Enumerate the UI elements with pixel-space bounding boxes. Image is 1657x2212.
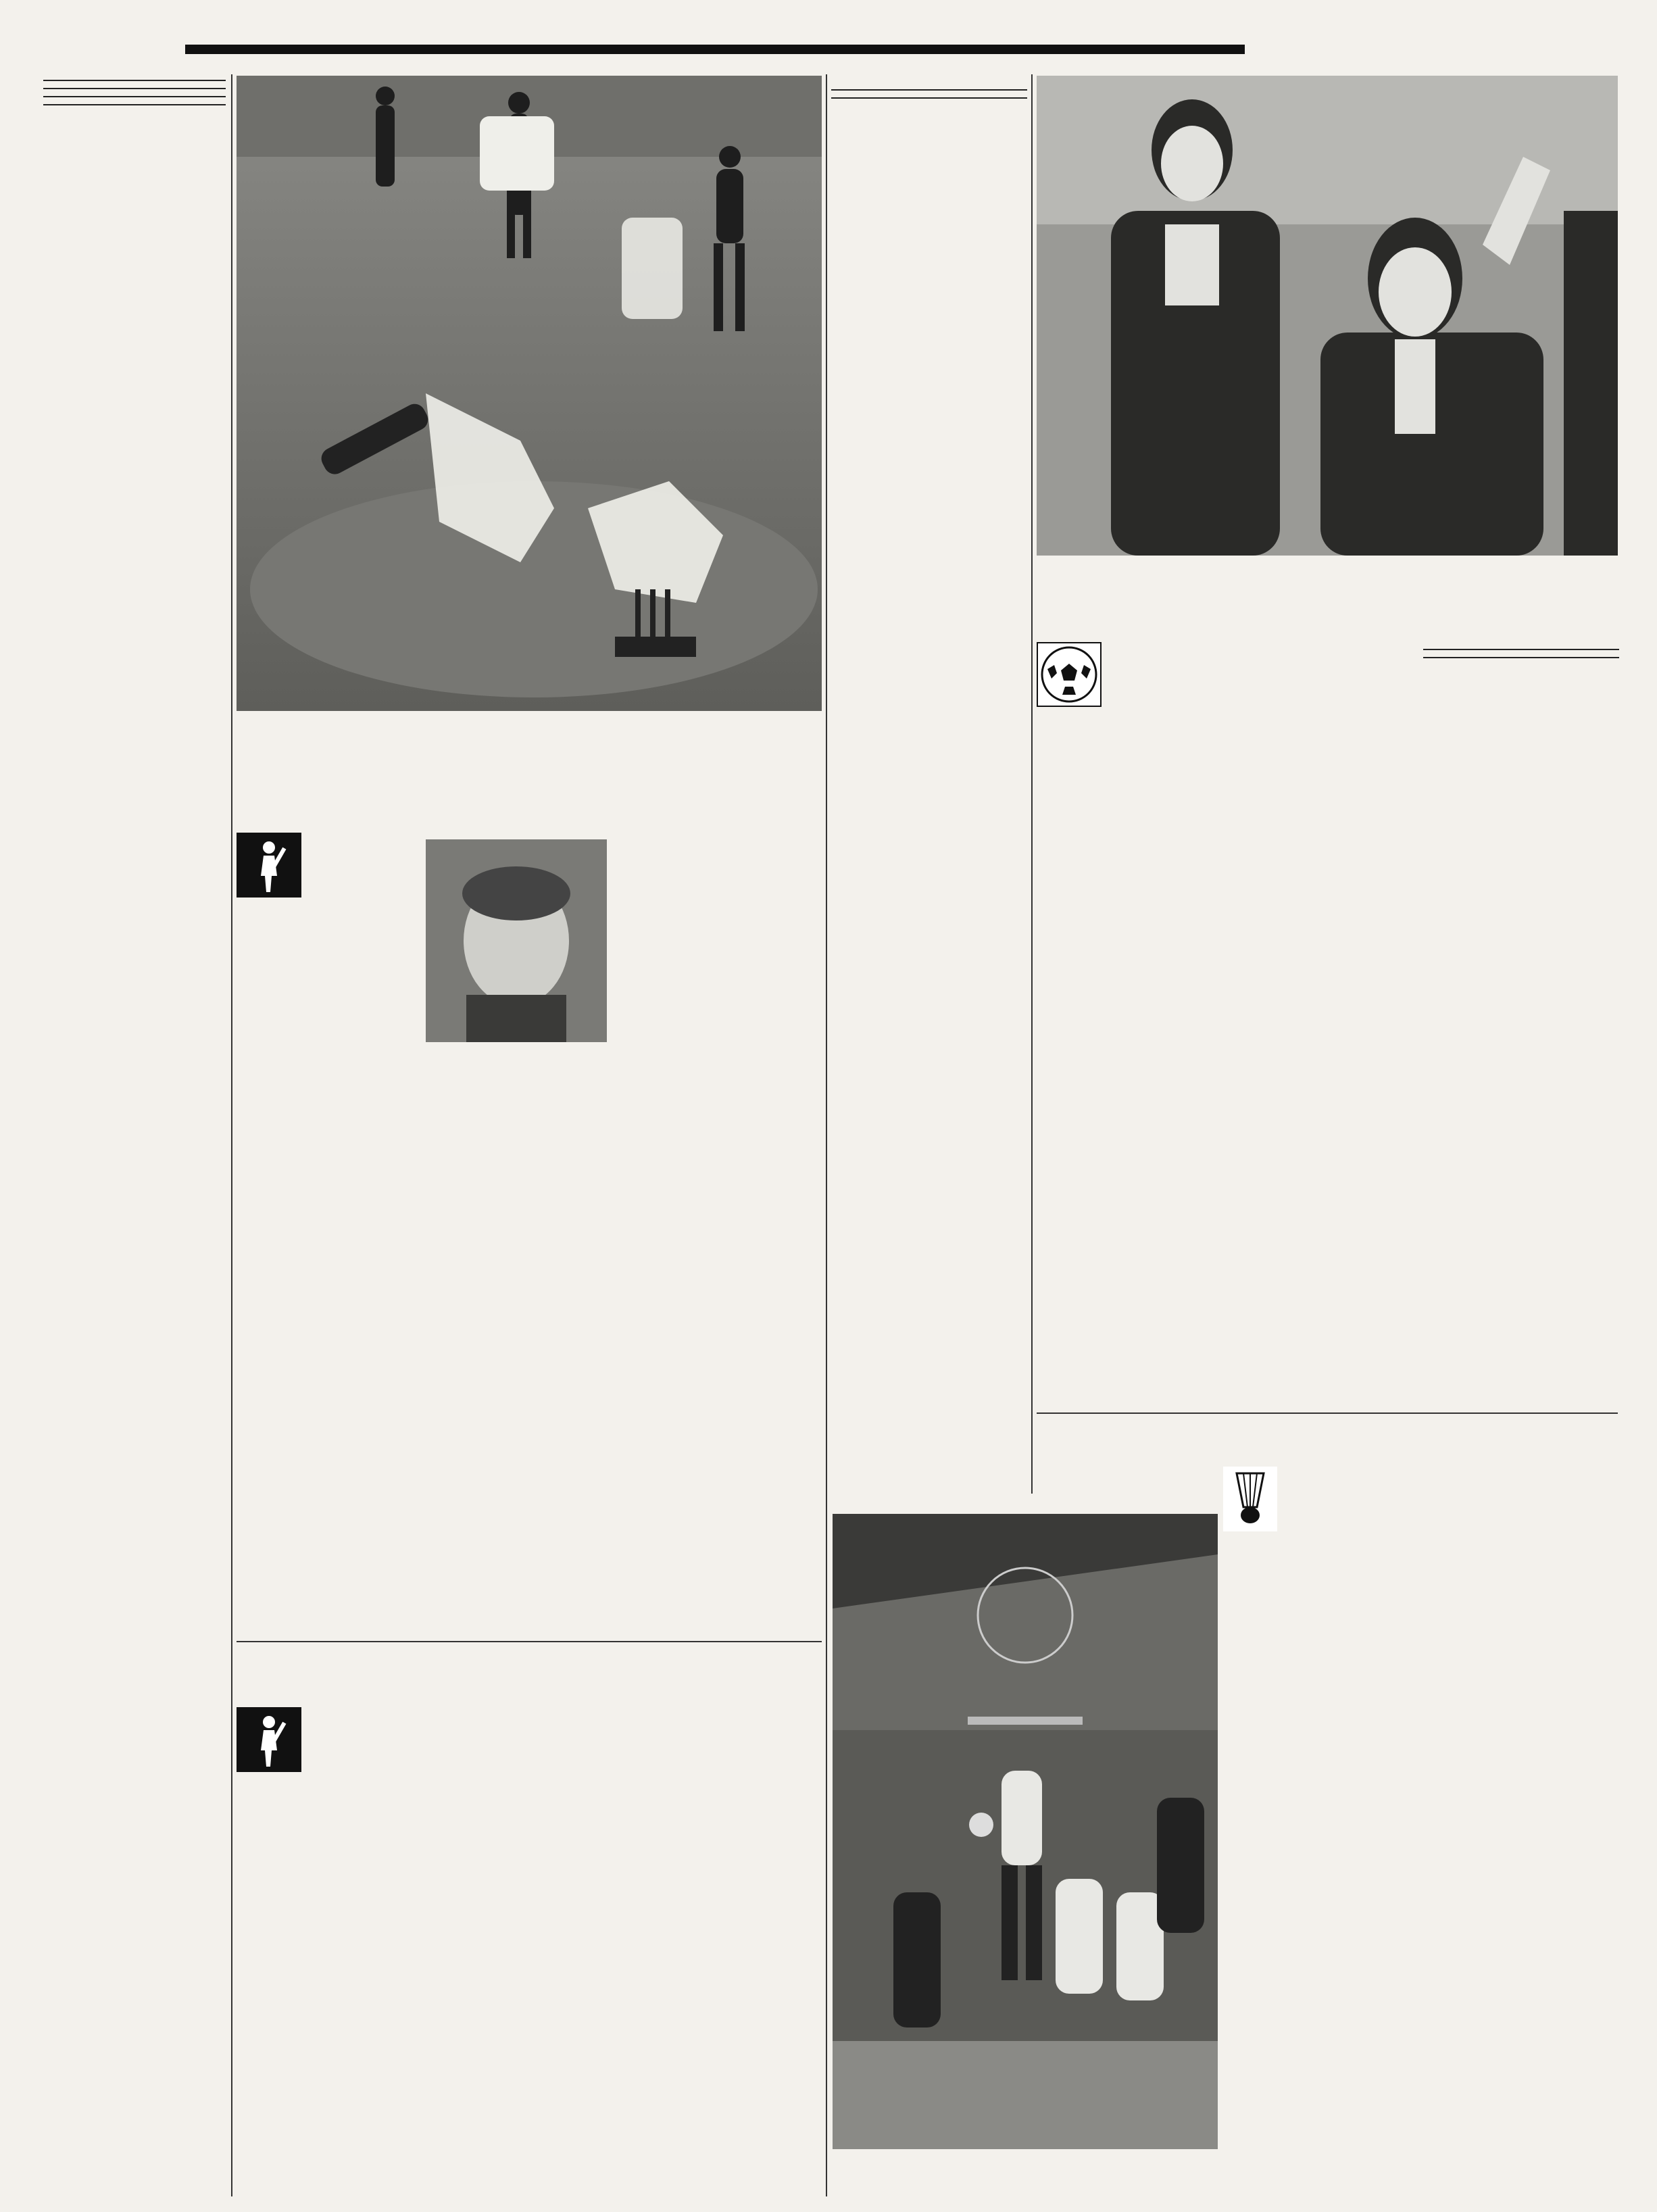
basketball-photo	[833, 1514, 1218, 2149]
cricket-caption	[237, 713, 822, 767]
walsh-col-3	[615, 1707, 818, 2201]
hockey-column	[831, 73, 1027, 1526]
left-column	[43, 73, 226, 2202]
walsh-col-1	[237, 1707, 418, 2201]
shuttlecock-icon	[1223, 1467, 1277, 1531]
maradona-photo	[1037, 76, 1618, 556]
basketball-caption	[833, 2155, 1218, 2202]
maradona-caption	[1037, 560, 1618, 600]
walsh-col-2	[426, 1707, 607, 2201]
cricket-icon	[237, 833, 301, 898]
cricket-photo	[237, 76, 822, 711]
maradona-col-1	[1037, 642, 1218, 1409]
cricket-photo-image	[237, 76, 822, 711]
masthead-rule	[185, 45, 1245, 54]
cricket-icon	[237, 1707, 301, 1772]
draw-col-3	[615, 833, 818, 1637]
basketball-photo-image	[833, 1514, 1218, 2149]
maradona-col-3	[1423, 642, 1619, 1409]
masthead	[43, 20, 1623, 61]
border-photo	[426, 839, 607, 1042]
sidek-col-1	[1223, 1467, 1426, 2196]
soccer-ball-icon	[1037, 642, 1102, 707]
maradona-photo-image	[1037, 76, 1618, 556]
maradona-col-2	[1230, 642, 1411, 1409]
draw-col-1	[237, 833, 418, 1637]
draw-col-2	[426, 833, 607, 1637]
